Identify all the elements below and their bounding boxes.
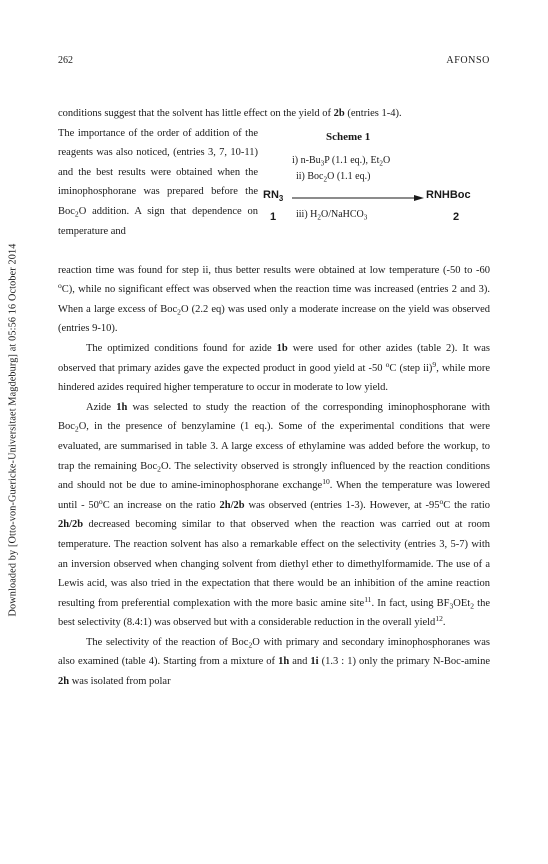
download-watermark-text: Downloaded by [Otto-von-Guericke-Universitaet Magdeburg] at 05:56 16 October 2014	[7, 243, 19, 617]
scheme-reactant: $RN_3$	[263, 188, 284, 203]
scheme-product: RNHBoc	[426, 188, 471, 201]
scheme-1	[258, 124, 490, 261]
running-head: AFONSO	[446, 55, 490, 66]
compound-ratio: 2h/2b	[58, 519, 84, 531]
page-header	[58, 55, 490, 69]
paragraph-3: Azide 1h was selected to study the reaction of the corresponding iminophosphorane with Boc$_2$O, in the presence of benzylamine (1 eq.). Some of the experimental conditions that were evaluated, are summarised in table 3. A large excess of ethylamine was added before the workup, to trap the remaining Boc$_2$O. The selectivity observed is strongly influenced by the reaction conditions and should not be due to amine-iminophosphorane exchange$^{10}$. When the temperature was lowered until - 50$^o$C an increase on the ratio 2h/2b was observed (entries 1-3). However, at -95$^o$C the ratio 2h/2b decreased becoming similar to that observed when the reaction was carried out at room temperature. The reaction solvent has also a remarkable effect on the selectivity (entries 3, 5-7) with an inversion observed when changing solvent from diethyl ether to dimethylformamide. The use of a Lewis acid, was also tried in the expectation that there would be an inhibition of the amine reaction resulting from preferential complexation with the more basic amine site$^{11}$. In fact, using $BF_3OEt_2$ the best selectivity (8.4:1) was observed but with a considerable reduction in the overall yield$^{12}$.	[58, 401, 491, 629]
citation-ref: 9	[432, 359, 437, 369]
paragraph-1-wrapped: The importance of the order of addition of the reagents was also noticed, (entries 3, 7, 10-11) and the best results were obtained when the iminophosphorane was prepared before the Boc$_2$O addition. A sign that dependence on temperature and	[58, 127, 258, 237]
scheme-wrap-block	[58, 124, 490, 261]
scheme-title: Scheme 1	[326, 130, 371, 143]
scheme-step-1: i) $n-Bu_3P$ (1.1 eq.), $Et_2O$	[292, 154, 391, 168]
scheme-step-3: iii) $H_2O/NaHCO_3$	[296, 208, 368, 222]
scheme-step-2: ii) Boc$_2$O (1.1 eq.)	[296, 170, 371, 184]
citation-ref: 12	[435, 614, 443, 624]
wrapped-text-column	[58, 124, 258, 261]
compound-ref: 2h	[58, 676, 70, 688]
scheme-label-reactant: 1	[270, 210, 277, 223]
paragraph-4: The selectivity of the reaction of Boc$_2$O with primary and secondary iminophosphoranes was also examined (table 4). Starting from a mixture of 1h and 1i (1.3 : 1) only the primary N-Boc-amine 2h was isolated from polar	[58, 636, 490, 688]
reaction-arrow-icon	[292, 194, 424, 202]
scheme-label-product: 2	[453, 210, 460, 223]
compound-ref: 1h	[278, 656, 290, 668]
page-number: 262	[58, 55, 73, 66]
compound-ref: 1h	[116, 401, 128, 413]
citation-ref: 10	[322, 476, 330, 486]
article-body	[58, 104, 490, 692]
paragraph-2: The optimized conditions found for azide 1b were used for other azides (table 2). It was observed that primary azides gave the expected product in good yield at -50 $^o$C (step ii)$^9$, while more hindered azides required higher temperature to occur in moderate to low yield.	[58, 342, 491, 394]
paragraph-1-opening: conditions suggest that the solvent has little effect on the yield of 2b (entries 1-4).	[58, 108, 402, 119]
paragraph-1-continued: reaction time was found for step ii, thus better results were obtained at low temperature (-50 to -60 $^o$C), while no significant effect was observed when the reaction time was increased (entries 2 and 3). When a large excess of Boc$_2$O (2.2 eq) was used only a moderate increase on the yield was observed (entries 9-10).	[58, 264, 490, 335]
citation-ref: 11	[364, 594, 372, 604]
compound-ratio: 2h/2b	[219, 499, 245, 511]
compound-ref: 2b	[333, 108, 345, 119]
download-watermark	[4, 190, 22, 670]
compound-ref: 1b	[276, 342, 288, 354]
compound-ref: 1i	[310, 656, 319, 668]
